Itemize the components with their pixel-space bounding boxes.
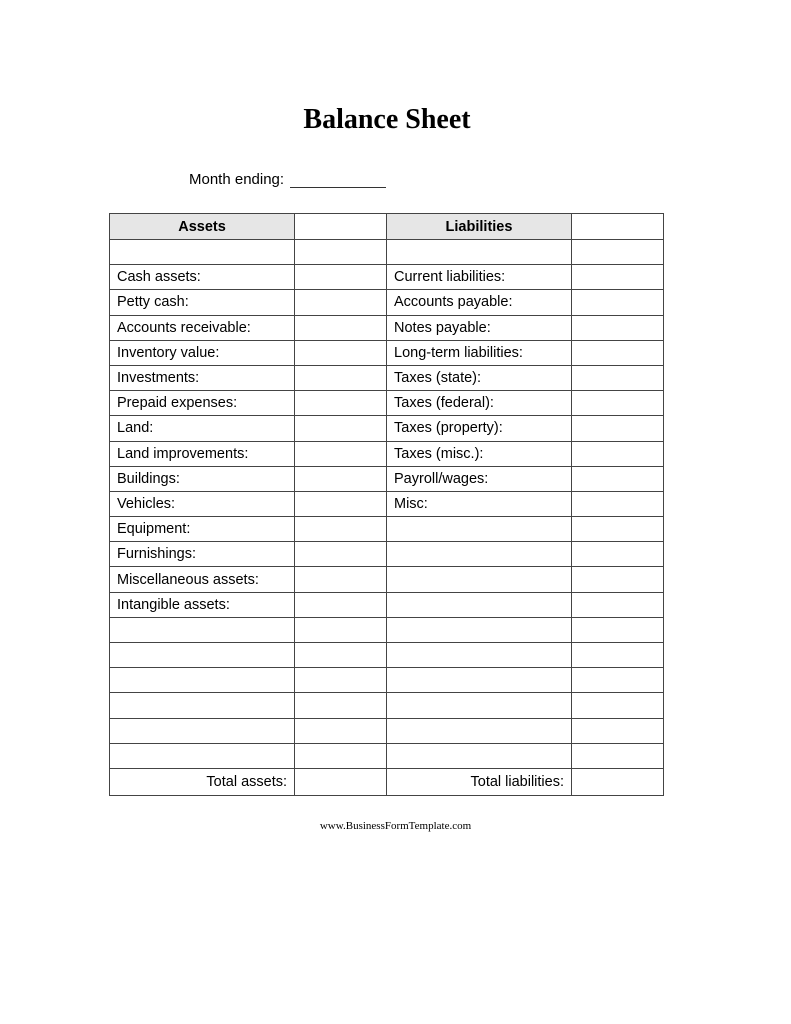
liability-label: Misc: <box>387 491 572 516</box>
asset-label: Land: <box>110 416 295 441</box>
asset-value-cell[interactable] <box>295 617 387 642</box>
table-row <box>110 542 664 567</box>
asset-value-cell[interactable] <box>295 441 387 466</box>
assets-value-header <box>295 214 387 240</box>
asset-value-cell[interactable] <box>295 290 387 315</box>
liability-label <box>387 617 572 642</box>
asset-label <box>110 240 295 265</box>
asset-value-cell[interactable] <box>295 718 387 743</box>
liability-value-cell[interactable] <box>572 567 664 592</box>
table-row <box>110 441 664 466</box>
total-assets-label: Total assets: <box>110 768 295 795</box>
liability-label: Payroll/wages: <box>387 466 572 491</box>
table-row <box>110 315 664 340</box>
balance-sheet-table <box>109 213 664 796</box>
assets-header: Assets <box>110 214 295 240</box>
table-row <box>110 517 664 542</box>
liability-label <box>387 668 572 693</box>
liability-value-cell[interactable] <box>572 340 664 365</box>
asset-label <box>110 693 295 718</box>
liability-value-cell[interactable] <box>572 643 664 668</box>
asset-label: Buildings: <box>110 466 295 491</box>
liability-value-cell[interactable] <box>572 542 664 567</box>
table-row <box>110 743 664 768</box>
asset-value-cell[interactable] <box>295 743 387 768</box>
liability-value-cell[interactable] <box>572 517 664 542</box>
liability-value-cell[interactable] <box>572 391 664 416</box>
table-row <box>110 416 664 441</box>
table-row <box>110 290 664 315</box>
liability-value-cell[interactable] <box>572 365 664 390</box>
asset-label <box>110 617 295 642</box>
table-row <box>110 391 664 416</box>
liability-label: Taxes (state): <box>387 365 572 390</box>
liability-label <box>387 718 572 743</box>
liability-label <box>387 693 572 718</box>
total-liabilities-label: Total liabilities: <box>387 768 572 795</box>
total-liabilities-value[interactable] <box>572 768 664 795</box>
liability-label: Taxes (misc.): <box>387 441 572 466</box>
asset-value-cell[interactable] <box>295 592 387 617</box>
liability-label <box>387 542 572 567</box>
table-row <box>110 466 664 491</box>
asset-value-cell[interactable] <box>295 315 387 340</box>
liability-label: Long-term liabilities: <box>387 340 572 365</box>
asset-label: Furnishings: <box>110 542 295 567</box>
asset-value-cell[interactable] <box>295 668 387 693</box>
asset-label <box>110 643 295 668</box>
table-row <box>110 617 664 642</box>
liability-value-cell[interactable] <box>572 441 664 466</box>
liability-value-cell[interactable] <box>572 315 664 340</box>
asset-value-cell[interactable] <box>295 265 387 290</box>
liability-label <box>387 517 572 542</box>
totals-row <box>110 768 664 795</box>
liability-label: Taxes (property): <box>387 416 572 441</box>
asset-value-cell[interactable] <box>295 643 387 668</box>
asset-label: Equipment: <box>110 517 295 542</box>
liability-value-cell[interactable] <box>572 416 664 441</box>
asset-label <box>110 668 295 693</box>
header-row <box>110 214 664 240</box>
total-assets-value[interactable] <box>295 768 387 795</box>
asset-label <box>110 718 295 743</box>
liability-value-cell[interactable] <box>572 592 664 617</box>
liability-label: Notes payable: <box>387 315 572 340</box>
liability-label <box>387 592 572 617</box>
table-row <box>110 668 664 693</box>
asset-label: Intangible assets: <box>110 592 295 617</box>
table-row <box>110 491 664 516</box>
asset-value-cell[interactable] <box>295 693 387 718</box>
liability-value-cell[interactable] <box>572 265 664 290</box>
month-ending-field[interactable] <box>290 173 386 188</box>
liability-label <box>387 743 572 768</box>
asset-value-cell[interactable] <box>295 567 387 592</box>
asset-label: Petty cash: <box>110 290 295 315</box>
footer-url: www.BusinessFormTemplate.com <box>319 820 472 832</box>
table-row <box>110 340 664 365</box>
liability-label: Current liabilities: <box>387 265 572 290</box>
asset-value-cell[interactable] <box>295 542 387 567</box>
asset-value-cell[interactable] <box>295 340 387 365</box>
asset-label: Miscellaneous assets: <box>110 567 295 592</box>
asset-label: Inventory value: <box>110 340 295 365</box>
table-row <box>110 693 664 718</box>
asset-value-cell[interactable] <box>295 391 387 416</box>
asset-label: Vehicles: <box>110 491 295 516</box>
asset-value-cell[interactable] <box>295 466 387 491</box>
asset-label: Cash assets: <box>110 265 295 290</box>
asset-label: Investments: <box>110 365 295 390</box>
table-row <box>110 592 664 617</box>
asset-label <box>110 743 295 768</box>
table-row <box>110 567 664 592</box>
liability-value-cell[interactable] <box>572 491 664 516</box>
liability-value-cell[interactable] <box>572 743 664 768</box>
table-row <box>110 240 664 265</box>
asset-value-cell[interactable] <box>295 517 387 542</box>
table-row <box>110 643 664 668</box>
table-row <box>110 265 664 290</box>
asset-label: Prepaid expenses: <box>110 391 295 416</box>
liability-label: Taxes (federal): <box>387 391 572 416</box>
liability-value-cell[interactable] <box>572 668 664 693</box>
asset-value-cell[interactable] <box>295 365 387 390</box>
liability-value-cell[interactable] <box>572 290 664 315</box>
page-title: Balance Sheet <box>303 104 471 135</box>
liability-value-cell[interactable] <box>572 240 664 265</box>
asset-value-cell[interactable] <box>295 491 387 516</box>
liability-label: Accounts payable: <box>387 290 572 315</box>
liability-label <box>387 567 572 592</box>
liabilities-header: Liabilities <box>387 214 572 240</box>
asset-value-cell[interactable] <box>295 416 387 441</box>
month-ending-label: Month ending: <box>189 171 285 188</box>
asset-label: Accounts receivable: <box>110 315 295 340</box>
liability-value-cell[interactable] <box>572 617 664 642</box>
liability-value-cell[interactable] <box>572 466 664 491</box>
liability-label <box>387 643 572 668</box>
asset-label: Land improvements: <box>110 441 295 466</box>
asset-value-cell[interactable] <box>295 240 387 265</box>
liabilities-value-header <box>572 214 664 240</box>
table-row <box>110 718 664 743</box>
liability-value-cell[interactable] <box>572 718 664 743</box>
liability-label <box>387 240 572 265</box>
table-row <box>110 365 664 390</box>
month-ending <box>189 171 386 188</box>
liability-value-cell[interactable] <box>572 693 664 718</box>
